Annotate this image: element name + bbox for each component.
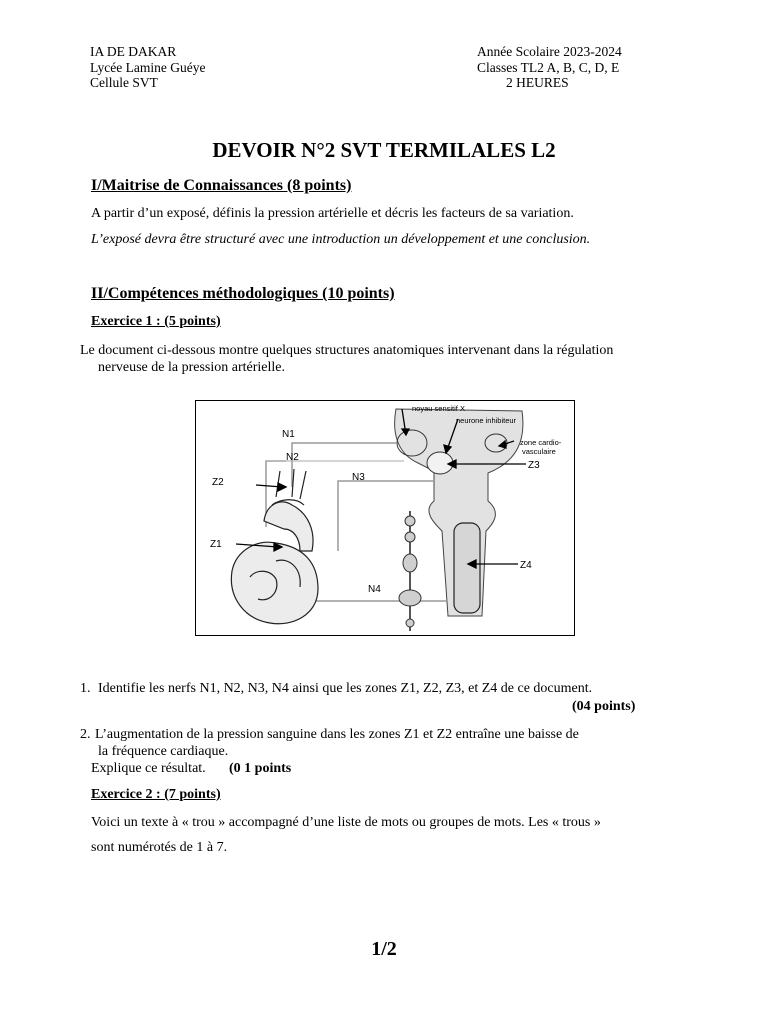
label-sensory-nucleus: noyau sensitif X: [412, 404, 465, 413]
label-n3: N3: [352, 472, 365, 483]
question2-explain: Explique ce résultat.: [91, 761, 206, 776]
header-classes: Classes TL2 A, B, C, D, E: [477, 59, 620, 75]
section1-instruction: L’exposé devra être structuré avec une introduction un développement et une conclusion.: [91, 232, 591, 247]
label-cardiovascular-zone-2: vasculaire: [522, 447, 556, 456]
label-n4: N4: [368, 584, 381, 595]
question1-number: 1.: [80, 681, 91, 696]
anatomy-figure: [195, 400, 575, 636]
question2-points: (0 1 points: [229, 761, 292, 776]
nerve-n3-path: [338, 481, 434, 551]
sympathetic-chain: [399, 511, 421, 631]
label-n1: N1: [282, 429, 295, 440]
question2-text-line2: la fréquence cardiaque.: [98, 744, 229, 759]
section1-paragraph: A partir d’un exposé, définis la pression artérielle et décris les facteurs de sa variation.: [91, 206, 574, 221]
question2-text-line1: L’augmentation de la pression sanguine dans les zones Z1 et Z2 entraîne une baisse de: [95, 727, 579, 742]
exercise2-text-line2: sont numérotés de 1 à 7.: [91, 840, 228, 855]
anatomy-diagram: [196, 401, 573, 634]
page-number: 1/2: [371, 938, 397, 960]
section1-heading: I/Maitrise de Connaissances (8 points): [91, 177, 352, 194]
question2-number: 2.: [80, 727, 91, 742]
header-school-year: Année Scolaire 2023-2024: [477, 44, 622, 59]
header-left: [90, 44, 205, 91]
section2-heading: II/Compétences méthodologiques (10 points): [91, 285, 395, 302]
page-title: DEVOIR N°2 SVT TERMILALES L2: [212, 138, 556, 162]
label-cardiovascular-zone-1: zone cardio-: [520, 438, 562, 447]
exercise2-text-line1: Voici un texte à « trou » accompagné d’une liste de mots ou groupes de mots. Les « trous »: [91, 815, 601, 830]
question1-text: Identifie les nerfs N1, N2, N3, N4 ainsi que les zones Z1, Z2, Z3, et Z4 de ce document.: [98, 681, 593, 696]
exercise1-heading: Exercice 1 : (5 points): [91, 314, 221, 329]
label-inhibitory-neuron: neurone inhibiteur: [456, 416, 517, 425]
question1-points: (04 points): [572, 699, 636, 714]
header-department: Cellule SVT: [90, 75, 158, 90]
header-academy: IA DE DAKAR: [90, 44, 177, 59]
exercise1-intro-line1: Le document ci-dessous montre quelques structures anatomiques intervenant dans la régulation: [80, 343, 614, 358]
label-z1: Z1: [210, 539, 222, 550]
exercise2-heading: Exercice 2 : (7 points): [91, 787, 221, 802]
header-right: [477, 44, 667, 91]
header-duration: 2 HEURES: [506, 75, 569, 90]
label-n2: N2: [286, 452, 299, 463]
label-z2: Z2: [212, 477, 224, 488]
header-school: Lycée Lamine Guéye: [90, 59, 206, 75]
label-z3: Z3: [528, 460, 540, 471]
label-z4: Z4: [520, 560, 532, 571]
exercise1-intro-line2: nerveuse de la pression artérielle.: [98, 360, 285, 375]
